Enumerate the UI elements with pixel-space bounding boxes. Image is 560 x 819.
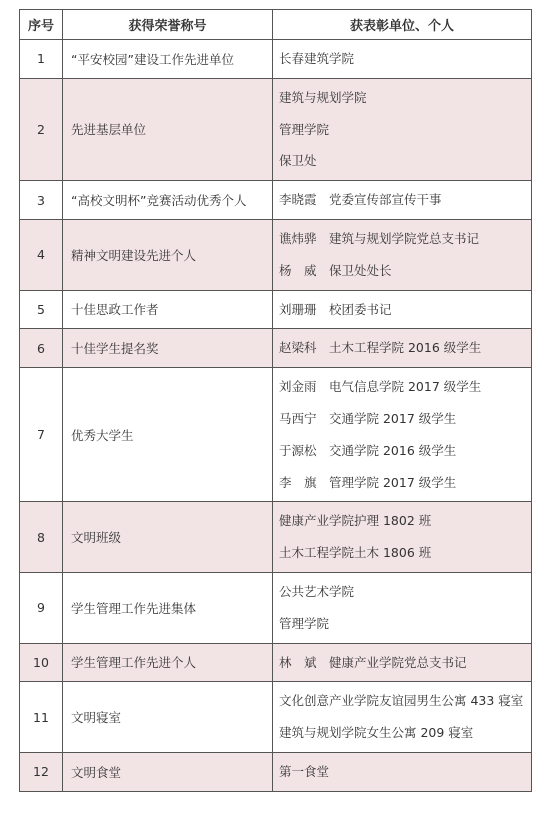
table-row	[20, 78, 532, 180]
table-row	[20, 643, 532, 682]
recipient-entry: 建筑与规划学院	[279, 89, 367, 105]
recipient-entry: 公共艺术学院	[279, 583, 355, 599]
recipient-entry: 健康产业学院护理 1802 班	[279, 513, 432, 529]
recipient-entry: 第一食堂	[279, 763, 330, 779]
header-row	[20, 10, 532, 40]
recipient-entry: 文化创意产业学院友谊园男生公寓 433 寝室	[279, 693, 524, 709]
row-number: 2	[20, 78, 63, 180]
recipient-entry: 林 斌 健康产业学院党总支书记	[279, 654, 467, 670]
recipient-entry: 建筑与规划学院女生公寓 209 寝室	[279, 725, 474, 741]
table-row	[20, 329, 532, 368]
recipient-entry: 管理学院	[279, 121, 330, 137]
row-number: 12	[20, 752, 63, 791]
row-number: 3	[20, 181, 63, 220]
header-number: 序号	[20, 10, 63, 40]
recipient-entry: 李 旗 管理学院 2017 级学生	[279, 474, 457, 490]
row-number: 9	[20, 572, 63, 643]
recipient-entry: 谯炜骅 建筑与规划学院党总支书记	[279, 230, 480, 246]
table-row	[20, 40, 532, 79]
recipient-entry: 杨 威 保卫处处长	[279, 262, 392, 278]
recipient-entry: 刘珊珊 校团委书记	[279, 301, 392, 317]
row-number: 8	[20, 502, 63, 573]
recipient-cell	[273, 643, 532, 682]
table-body	[20, 40, 532, 792]
recipient-entry: 保卫处	[279, 153, 317, 169]
recipient-cell	[273, 78, 532, 180]
recipient-cell	[273, 40, 532, 79]
row-number: 10	[20, 643, 63, 682]
honor-title: 文明寝室	[63, 682, 273, 753]
row-number: 11	[20, 682, 63, 753]
recipient-entry: 土木工程学院土木 1806 班	[279, 545, 432, 561]
recipient-cell	[273, 572, 532, 643]
row-number: 1	[20, 40, 63, 79]
recipient-entry: 管理学院	[279, 615, 330, 631]
table-row	[20, 502, 532, 573]
recipient-cell	[273, 752, 532, 791]
honor-title: 十佳学生提名奖	[63, 329, 273, 368]
row-number: 6	[20, 329, 63, 368]
table-row	[20, 219, 532, 290]
honor-title: “高校文明杯”竞赛活动优秀个人	[63, 181, 273, 220]
recipient-cell	[273, 329, 532, 368]
recipient-entry: 于源松 交通学院 2016 级学生	[279, 442, 457, 458]
honor-title: 优秀大学生	[63, 368, 273, 502]
header-honor-title: 获得荣誉称号	[63, 10, 273, 40]
honor-title: 学生管理工作先进集体	[63, 572, 273, 643]
honors-table	[19, 9, 532, 792]
row-number: 5	[20, 290, 63, 329]
table-row	[20, 752, 532, 791]
table-row	[20, 682, 532, 753]
table-row	[20, 572, 532, 643]
honor-title: “平安校园”建设工作先进单位	[63, 40, 273, 79]
recipient-cell	[273, 290, 532, 329]
table-row	[20, 181, 532, 220]
honor-title: 学生管理工作先进个人	[63, 643, 273, 682]
table-row	[20, 290, 532, 329]
recipient-cell	[273, 502, 532, 573]
recipient-entry: 李晓霞 党委宣传部宣传干事	[279, 192, 442, 208]
row-number: 7	[20, 368, 63, 502]
honor-title: 十佳思政工作者	[63, 290, 273, 329]
recipient-cell	[273, 219, 532, 290]
recipient-entry: 刘金雨 电气信息学院 2017 级学生	[279, 379, 482, 395]
recipient-entry: 赵梁科 土木工程学院 2016 级学生	[279, 340, 482, 356]
recipient-cell	[273, 682, 532, 753]
honor-title: 文明班级	[63, 502, 273, 573]
recipient-entry: 马西宁 交通学院 2017 级学生	[279, 410, 457, 426]
row-number: 4	[20, 219, 63, 290]
honor-title: 文明食堂	[63, 752, 273, 791]
recipient-entry: 长春建筑学院	[279, 51, 355, 66]
honor-title: 精神文明建设先进个人	[63, 219, 273, 290]
header-recipients: 获表彰单位、个人	[273, 10, 532, 40]
honor-title: 先进基层单位	[63, 78, 273, 180]
table-row	[20, 368, 532, 502]
recipient-cell	[273, 368, 532, 502]
recipient-cell	[273, 181, 532, 220]
